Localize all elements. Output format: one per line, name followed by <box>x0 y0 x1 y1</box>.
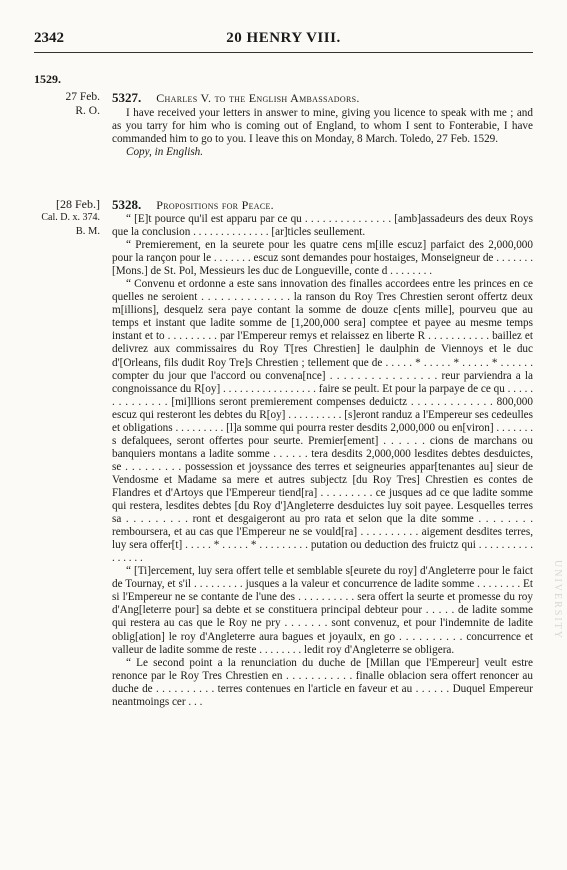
page-header <box>34 30 533 50</box>
entry-5328-number: 5328. <box>112 197 142 212</box>
entry-5327-note: Copy, in English. <box>126 146 204 159</box>
entry-5327-heading <box>112 90 360 106</box>
page-number: 2342 <box>34 30 64 46</box>
entry-5328-paragraph-3: “ Convenu et ordonne a este sans innovation des finalles accordees entre les princes en ce quelles ne seroient . . . . . . . . . . . . . . la ranson du Roy Tres Chrestien seront offertz deux m[illions], desquelz sera paye contant la somme de douze c[ents mille], pourveu que au temps et instant que ladite somme de [1,200,000 sera] comptee et payee au mesme temps instant et to . . . . . . . . . par l'Empereur remys et relaissez en liberte R . . . . . . . . . . . baillez et delivrez aux commissaires du Roy T[res Chrestien] le daulphin de Viennoys et le duc d'[Orleans, fils dudit Roy Tre]s Chrestien ; tellement que de . . . . . * . . . . . * . . . . . * . . . . . . compter du jour que l'accord ou convena[nce] . . . . . . . . . . . . . . . . reur parviendra a la congnoissance du R[oy] . . . . . . . . . . . . . . . . . faire se peult. Et pour la parpaye de ce qu . . . . . . . . . . . . . . [mi]llions seront premierement compenses deduictz . . . . . . . . . . . . . 800,000 escuz qui resteront les debtes du R[oy] . . . . . . . . . . [s]eront randuz a l'Empereur ses cedeulles et obligations . . . . . . . . . [l]a somme qui pourra rester desdits 2,000,000 ou en[viron] . . . . . . . s defalquees, seront offertes pour seurte. Premier[ement] . . . . . . cions de marchans ou banquiers montans a ladite somme . . . . . . tera desdits 2,000,000 lesdites debtes desduictes, se . . . . . . . . . possession et joyssance des terres et seigneuries appar[tenantes au] sieur de Vendosme et Madame sa mere et autres subjectz [du Roy Tres] Chrestien es contes de Flandres et d'Artoys que l'Empereur tiend[ra] . . . . . . . . . ce jusques ad ce que ladite somme qui restera, lesdites debtes [du Roy d']Angleterre desduictes luy soit payee. Lesquelles terres sa . . . . . . . . . ront et desgaigeront au pro rata et selon que la dite somme . . . . . . . . remboursera, et au cas que l'Empereur ne se vould[ra] . . . . . . . . . . aigement desdites terres, luy sera offer[t] . . . . . * . . . . . * . . . . . . . . . putation ou deduction des fruictz qui . . . . . . . . . . . . . . . . <box>112 278 533 565</box>
entry-5328-body <box>112 213 533 709</box>
entry-5327-source: R. O. <box>75 105 100 117</box>
library-watermark: UNIVERSITY <box>552 560 563 640</box>
entry-5327-date: 27 Feb. <box>65 91 100 103</box>
header-rule <box>34 52 533 53</box>
year-label: 1529. <box>34 72 61 86</box>
entry-5328-source-2: B. M. <box>75 226 100 237</box>
entry-5328-paragraph-1: “ [E]t pource qu'il est apparu par ce qu . . . . . . . . . . . . . . . [amb]assadeurs des deux Roys que la conclusion . . . . . . . . . . . . . . [ar]ticles seullement. <box>112 213 533 239</box>
entry-5328-paragraph-5: “ Le second point a la renunciation du duche de [Millan que l'Empereur] veult estre renonce par le Roy Tres Chrestien en . . . . . . . . . . . finalle oblacion sera offert renoncer au duche de . . . . . . . . . . terres contenues en l'article en faveur et au . . . . . . Duquel Empereur neantmoings cer . . . <box>112 656 533 708</box>
entry-5328-source-1: Cal. D. x. 374. <box>41 212 100 223</box>
entry-5327-number: 5327. <box>112 90 142 105</box>
entry-5328-margin <box>30 197 100 239</box>
entry-5327-paragraph: I have received your letters in answer to mine, giving you licence to speak with me ; and as you tarry for him who is coming out of England, to whom I sent to Fonterabie, I have commanded him to go to you. I leave this on Monday, 8 March. Toledo, 27 Feb. 1529. <box>112 107 533 146</box>
entry-5328-date: [28 Feb.] <box>56 197 100 211</box>
entry-5328-title: Propositions for Peace. <box>156 198 274 212</box>
entry-5327-margin <box>30 90 100 118</box>
entry-5327-body <box>112 107 533 159</box>
entry-5328-heading <box>112 197 274 213</box>
entry-5328-paragraph-4: “ [Ti]ercement, luy sera offert telle et semblable s[eurete du roy] d'Angleterre pour le faict de Tournay, et s'il . . . . . . . . . jusques a la valeur et concurrence de ladite somme . . . . . . . . Et si l'Empereur ne se contante de l'une des . . . . . . . . . . sera offert la seurte et promesse du roy d'Ang[leterre pour] sa debte et se constituera principal debteur pour . . . . . de ladite somme qui restera au cas que le Roy ne pry . . . . . . . sont convenuz, et pour l'indemnite de ladite oblig[ation] le roy d'Angleterre aura bagues et joyaulx, en go . . . . . . . . . . concurrence et valleur de ladite somme de reste . . . . . . . . ledit roy d'Angleterre se obligera. <box>112 565 533 656</box>
entry-5327-title: Charles V. to the English Ambassadors. <box>156 91 360 105</box>
entry-5328-paragraph-2: “ Premierement, en la seurete pour les quatre cens m[ille escuz] parfaict des 2,000,000 pour la rançon pour le . . . . . . . escuz sont demandes pour hostaiges, Monseigneur de . . . . . . . [Mons.] de St. Pol, Messieurs les duc de Longueville, conte d . . . . . . . . <box>112 239 533 278</box>
running-head: 20 HENRY VIII. <box>226 30 341 46</box>
